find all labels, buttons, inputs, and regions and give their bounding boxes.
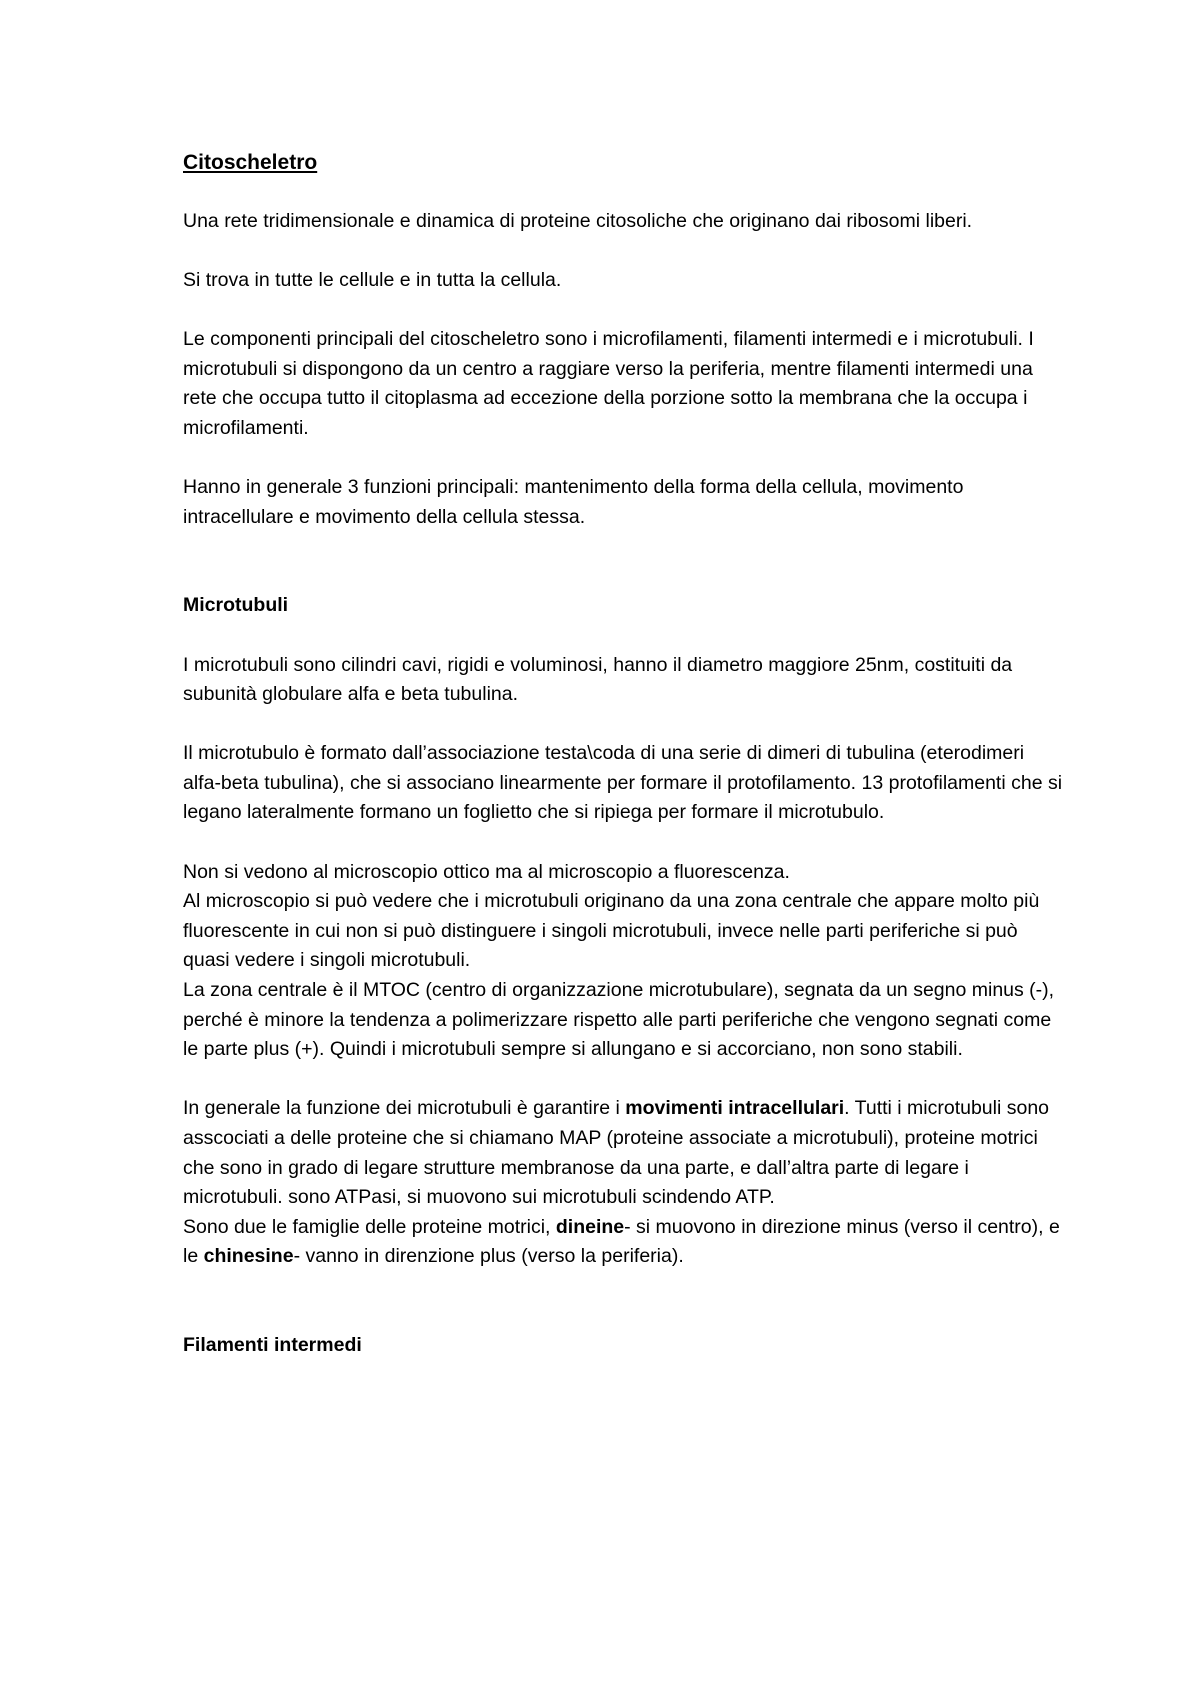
section-spacer: [183, 1272, 1063, 1331]
paragraph-spacer: [183, 710, 1063, 740]
section-heading-filamenti-intermedi: Filamenti intermedi: [183, 1334, 362, 1357]
microtubuli-paragraph-3c: La zona centrale è il MTOC (centro di organizzazione microtubulare), segnata da un segno minus (-), perché è minore la tendenza a polimerizzare rispetto alle parti periferiche che vengono segnati come le parte plus (+). Quindi i microtubuli sempre si allungano e si accorciano, non sono stabili.: [183, 979, 1055, 1061]
microtubuli-paragraph-1: I microtubuli sono cilindri cavi, rigidi e voluminosi, hanno il diametro maggiore 25nm, costituiti da subunità globulare alfa e beta tubulina.: [183, 653, 1013, 706]
microtubuli-paragraph-2: Il microtubulo è formato dall’associazione testa\coda di una serie di dimeri di tubulina (eterodimeri alfa-beta tubulina), che si associano linearmente per formare il protofilamento. 13 protofilamenti che si legano lateralmente formano un foglietto che si ripiega per formare il microtubulo.: [183, 742, 1063, 824]
section-spacer: [183, 532, 1063, 591]
paragraph-spacer: [183, 1065, 1063, 1095]
paragraph-spacer: [183, 621, 1063, 651]
paragraph-spacer: [183, 828, 1063, 858]
document-title: Citoscheletro: [183, 151, 318, 174]
microtubuli-paragraph-4: [183, 1094, 1063, 1212]
microtubuli-paragraph-3b: Al microscopio si può vedere che i microtubuli originano da una zona centrale che appare molto più fluorescente in cui non si può distinguere i singoli microtubuli, invece nelle parti periferiche si può quasi vedere i singoli microtubuli.: [183, 890, 1040, 972]
microtubuli-paragraph-3a: Non si vedono al microscopio ottico ma al microscopio a fluorescenza.: [183, 860, 790, 883]
p5-text-pre: Sono due le famiglie delle proteine motrici,: [183, 1215, 556, 1238]
paragraph-spacer: [183, 443, 1063, 473]
p4-bold-term: movimenti intracellulari: [625, 1097, 845, 1120]
intro-paragraph-1: Una rete tridimensionale e dinamica di proteine citosoliche che originano dai ribosomi liberi.: [183, 209, 973, 232]
intro-paragraph-3: Le componenti principali del citoscheletro sono i microfilamenti, filamenti intermedi e i microtubuli. I microtubuli si dispongono da un centro a raggiare verso la periferia, mentre filamenti intermedi una rete che occupa tutto il citoplasma ad eccezione della porzione sotto la membrana che la occupa i microfilamenti.: [183, 327, 1034, 439]
p4-text-post: . Tutti i microtubuli sono asscociati a delle proteine che si chiamano MAP (proteine associate a microtubuli), proteine motrici che sono in grado di legare strutture membranose da una parte, e dall’altra parte di legare i microtubuli. sono ATPasi, si muovono sui microtubuli scindendo ATP.: [183, 1097, 1050, 1209]
p4-text-pre: In generale la funzione dei microtubuli è garantire i: [183, 1097, 626, 1120]
paragraph-spacer: [183, 295, 1063, 325]
paragraph-spacer: [183, 236, 1063, 266]
p5-text-mid: - si muovono in direzione minus (verso il centro), e le: [183, 1215, 1060, 1268]
p5-text-post: - vanno in direnzione plus (verso la periferia).: [293, 1245, 684, 1268]
section-heading-microtubuli: Microtubuli: [183, 594, 289, 617]
document-body: [183, 148, 1063, 1361]
p5-bold-chinesine: chinesine: [203, 1245, 294, 1268]
microtubuli-paragraph-5: [183, 1213, 1063, 1272]
p5-bold-dineine: dineine: [555, 1215, 625, 1238]
intro-paragraph-2: Si trova in tutte le cellule e in tutta la cellula.: [183, 268, 562, 291]
intro-paragraph-4: Hanno in generale 3 funzioni principali: mantenimento della forma della cellula, movimento intracellulare e movimento della cellula stessa.: [183, 475, 964, 528]
